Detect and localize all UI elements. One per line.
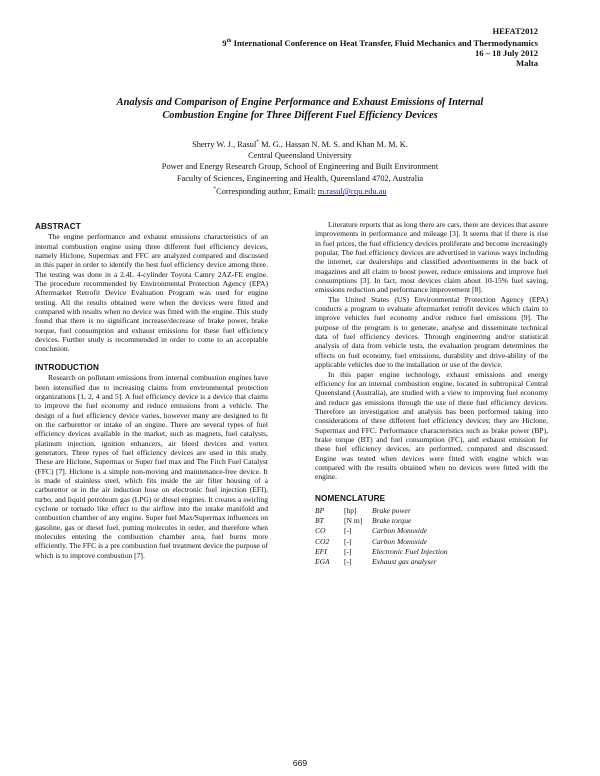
email-link[interactable]: m.rasul@cqu.edu.au [317,186,387,196]
right-column [315,220,548,567]
conference-name: 9th International Conference on Heat Transfer, Fluid Mechanics and Thermodynamics [222,38,538,49]
university: Central Queensland University [248,151,352,161]
author-names: Sherry W. J., Rasul* M. G., Hassan N. M. S. and Khan M. M. K. [192,139,408,149]
nomenclature-row: CO2 [-] Carbon Monoxide [315,536,428,546]
nomenclature-row: CO [-] Carbon Monoxide [315,526,428,536]
introduction-text: Research on pollutant emissions from internal combustion engines have been intensified due to increasing claims from environmental protection organizations [1, 2, 4 and 5]. A fuel efficiency device is a device that claims to improve the fuel economy and reduce emissions from a vehicle. The design of a fuel efficiency device varies, however many are designed to fit on the carburettor or intake of an engine. There are several types of fuel efficiency devices available in the market, such as magnets, fuel catalysts, platinum injection, ignition enhancers, air bleed devices and vortex generators. Three types of fuel efficiency devices are used in this study. These are Hiclone, Supermax or Super fuel max and The Fitch Fuel Catalyst (FFC) [7]. Hiclone is a simple non-moving and maintenance-free device. It is made of stainless steel, which fits inside the air filter housing of a carburettor or in the air induction hose on electronic fuel injection (EFI), turbo, and liquid petroleum gas (LPG) or diesel engines. It creates a swirling cyclone or tornado like effect to the airflow into the intake manifold and combustion chamber of any engine. Super fuel Max/Supermax influences on gasoline, gas or diesel fuel, putting molecules in order, and therefore when molecules entering the combustion chamber area, fuel burns more efficiently. The FFC is a pre combustion fuel treatment device the purpose of which is to improve combustion [7]. [35,373,268,560]
nomenclature-row: EFI [-] Electronic Fuel Injection [315,546,448,556]
nomenclature-list [315,506,548,567]
abstract-heading: ABSTRACT [35,222,81,231]
left-column [35,222,268,560]
conference-header [222,26,538,69]
conference-code: HEFAT2012 [492,26,538,36]
faculty: Faculty of Sciences, Engineering and Health, Queensland 4702, Australia [176,173,424,183]
introduction-heading: INTRODUCTION [35,362,99,372]
page-number: 669 [292,758,308,768]
conference-dates: 16 – 18 July 2012 [474,48,538,59]
research-group: Power and Energy Research Group, School of Engineering and Built Environment [161,162,439,172]
nomenclature-row: EGA [-] Exhaust gas analyser [315,556,437,566]
nomenclature-row: BP [hp] Brake power [315,505,411,515]
abstract-text: The engine performance and exhaust emissions characteristics of an internal combustion engine using three different fuel efficiency devices, namely Hiclone, Supermax and FFC are analyzed compared and discussed in this paper in order to identify the best fuel efficiency device among three. The testing was done in a 2.4L 4-cylinder Toyota Camry 2AZ-FE engine. The procedure recommended by Environmental Protection Agency (EPA) Aftermarket Retrofit Device Evaluation Program was used for engine testing. All the results obtained were when the devices were fitted and compared with results when no device was fitted with the engine. This study found that there is no significant increase/decrease of brake power, brake torque, fuel consumption and exhaust emissions for these fuel efficiency devices. Further study is recommended in order to come to an acceptable conclusion. [35,232,268,354]
nomenclature-heading: NOMENCLATURE [315,493,386,503]
nomenclature-row: BT [N m] Brake torque [315,516,412,526]
paragraph-epa: The United States (US) Environmental Protection Agency (EPA) conducts a program to evaluate aftermarket retrofit devices which claim to improve vehicles fuel economy and/or reduce fuel emissions [9]. The purpose of the program is to generate, analyse and disseminate technical data of fuel efficiency devices. Through engineering and/or statistical analysis of data from vehicle tests, the evaluation program determines the effects on fuel economy, fuel emissions, durability and drive-ability of the applicable vehicles due to the installation or use of the device. [315,294,548,370]
author-block [60,137,540,197]
conference-location: Malta [516,58,538,69]
paragraph-this-paper: In this paper engine technology, exhaust emissions and energy efficiency for an internal combustion engine, located in subtropical Central Queensland (Australia), are studied with a view to improving fuel economy and reduce gas emissions through the use of three fuel efficiency devices. Therefore an investigation and analysis has been performed taking into considerations of three different fuel efficiency devices; they are Hiclone, Supermax and FFC. Performance characteristics such as brake power (BP), brake torque (BT) and fuel consumption (FC), and exhaust emission for these fuel efficiency devices, are performed, compared and discussed. Engine was tested when devices were fitted with engine which was compared with the results obtained when no devices were fitted with the engine. [315,369,548,482]
corresponding-author: *Corresponding author, Email: m.rasul@cqu.edu.au [213,185,387,196]
paper-title: Analysis and Comparison of Engine Performance and Exhaust Emissions of Internal Combustion Engine for Three Different Fuel Efficiency Devices [116,97,484,121]
paragraph-literature: Literature reports that as long there are cars, there are devices that assure improvements in performance and mileage [3]. It seems that if there is rise in fuel prices, the fuel efficiency devices proliferate and become increasingly popular. The fuel efficiency devices are advertised in various ways including the internet, car dealerships and classified advertisements in the back of magazines and all claim to boost power, reduce emissions and improve fuel consumptions [3]. In fact, most devices claim about 10-15% fuel saving, emissions reduction and performance improvement [8]. [315,220,548,295]
